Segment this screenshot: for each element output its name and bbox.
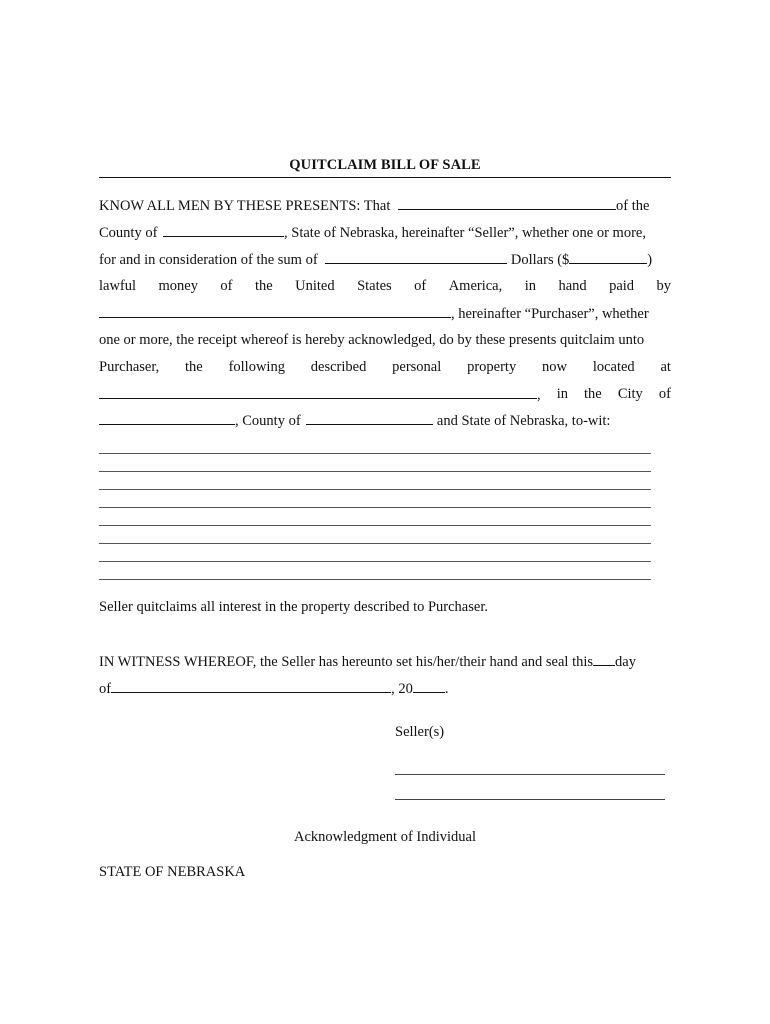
word: the xyxy=(584,386,602,402)
word: of xyxy=(658,386,671,402)
of-the-text: of the xyxy=(615,198,650,214)
closing-paren-text: ) xyxy=(647,252,653,268)
document-title: QUITCLAIM BILL OF SALE xyxy=(289,157,481,173)
description-line[interactable] xyxy=(99,579,651,580)
paragraph-line-8 xyxy=(99,385,671,404)
day-text: day xyxy=(615,654,636,670)
word: in xyxy=(556,386,568,402)
county-of-text: County of xyxy=(99,225,158,241)
word: at xyxy=(660,359,671,375)
state-seller-text: , State of Nebraska, hereinafter “Seller”, whether one or more, xyxy=(284,225,646,241)
year-field[interactable] xyxy=(413,679,445,693)
sum-amount-field[interactable] xyxy=(569,250,647,264)
seller-signature-line[interactable] xyxy=(395,799,665,800)
consideration-text: for and in consideration of the sum of xyxy=(99,252,318,268)
receipt-text: one or more, the receipt whereof is hereby acknowledged, do by these presents quitclaim unto xyxy=(99,332,645,348)
word: located xyxy=(592,359,635,375)
description-line[interactable] xyxy=(99,507,651,508)
description-line[interactable] xyxy=(99,489,651,490)
word: States xyxy=(357,278,392,294)
word: of xyxy=(220,278,233,294)
word: by xyxy=(656,278,671,294)
paragraph-line-7 xyxy=(99,358,671,376)
word: described xyxy=(310,359,367,375)
witness-text: IN WITNESS WHEREOF, the Seller has hereunto set his/her/their hand and seal this xyxy=(99,654,594,670)
word: money xyxy=(158,278,198,294)
witness-line-2 xyxy=(99,679,671,698)
paragraph-line-3 xyxy=(99,250,671,269)
word: in xyxy=(524,278,536,294)
word: paid xyxy=(609,278,635,294)
state-heading: STATE OF NEBRASKA xyxy=(99,864,246,880)
description-line[interactable] xyxy=(99,561,651,562)
word: United xyxy=(295,278,335,294)
seller-county-field[interactable] xyxy=(163,223,284,237)
acknowledgment-heading: Acknowledgment of Individual xyxy=(293,829,476,845)
description-line[interactable] xyxy=(99,471,651,472)
paragraph-line-1 xyxy=(99,196,671,215)
word: of xyxy=(414,278,427,294)
county-of-text-2: , County of xyxy=(235,413,301,429)
paragraph-line-5 xyxy=(99,304,671,323)
of-text: of xyxy=(99,681,112,697)
description-line[interactable] xyxy=(99,453,651,454)
word: the xyxy=(254,278,273,294)
dollars-text: Dollars ($ xyxy=(510,252,570,268)
purchaser-text: , hereinafter “Purchaser”, whether xyxy=(451,306,649,322)
word: America, xyxy=(448,278,503,294)
description-line[interactable] xyxy=(99,543,651,544)
period-text: . xyxy=(444,681,449,697)
city-field[interactable] xyxy=(99,411,235,425)
property-location-field[interactable] xyxy=(99,385,537,399)
paragraph-line-2 xyxy=(99,223,671,242)
seller-signature-line[interactable] xyxy=(395,774,665,775)
word: the xyxy=(185,359,203,375)
day-field[interactable] xyxy=(593,652,615,666)
word: City xyxy=(617,386,643,402)
word: hand xyxy=(558,278,587,294)
property-county-field[interactable] xyxy=(306,411,433,425)
seller-label: Seller(s) xyxy=(395,724,445,740)
description-line[interactable] xyxy=(99,525,651,526)
quitclaim-statement: Seller quitclaims all interest in the property described to Purchaser. xyxy=(99,599,488,615)
know-all-men-text: KNOW ALL MEN BY THESE PRESENTS: That xyxy=(99,198,391,214)
seller-name-field[interactable] xyxy=(398,196,616,210)
word: now xyxy=(542,359,567,375)
paragraph-line-6 xyxy=(99,331,671,349)
title-underline xyxy=(99,177,671,178)
year-prefix-text: , 20 xyxy=(391,681,413,697)
paragraph-line-9 xyxy=(99,411,671,430)
purchaser-name-field[interactable] xyxy=(99,304,451,318)
word: Purchaser, xyxy=(99,359,160,375)
month-field[interactable] xyxy=(111,679,391,693)
state-to-wit-text: and State of Nebraska, to-wit: xyxy=(436,413,611,429)
word: following xyxy=(228,359,285,375)
word: personal xyxy=(392,359,442,375)
word: property xyxy=(467,359,517,375)
word: , xyxy=(537,387,541,403)
paragraph-line-4 xyxy=(99,277,671,295)
witness-line-1 xyxy=(99,652,671,671)
word: lawful xyxy=(99,278,137,294)
sum-in-words-field[interactable] xyxy=(325,250,507,264)
